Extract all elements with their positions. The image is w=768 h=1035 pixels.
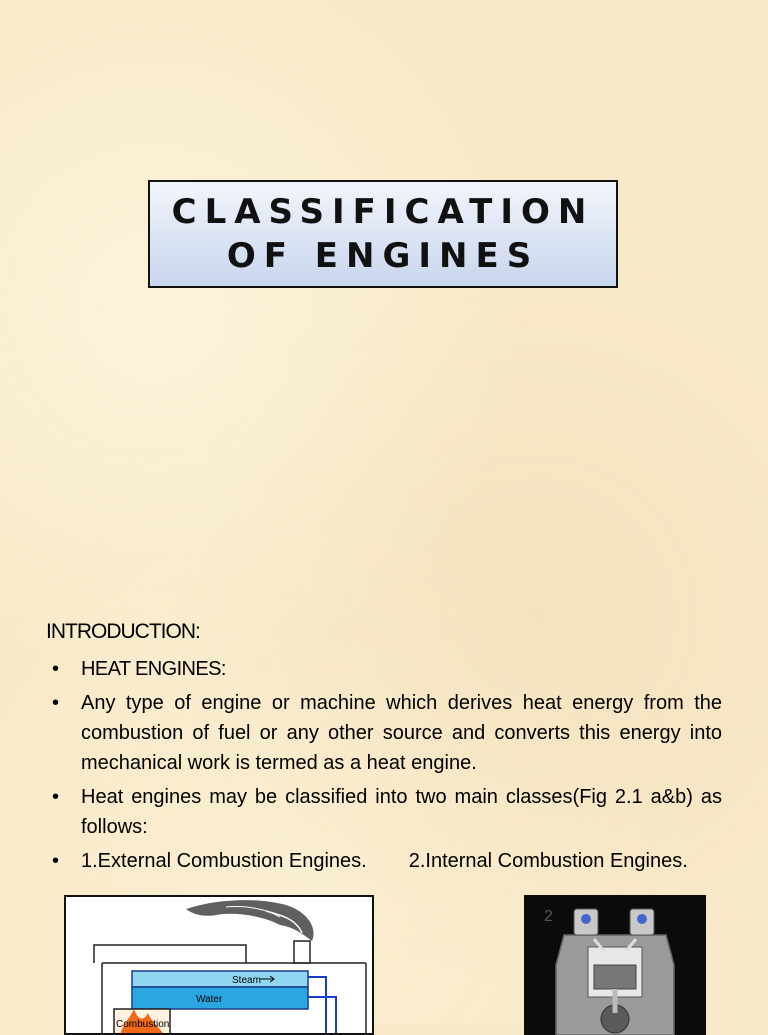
list-item — [52, 654, 722, 684]
list-item — [52, 688, 722, 778]
bullet-dot: • — [52, 658, 60, 680]
title-line-2: OF ENGINES — [226, 236, 540, 276]
title-line-1: CLASSIFICATION — [171, 192, 595, 232]
piston — [594, 965, 636, 989]
boiler-diagram — [66, 897, 372, 1033]
intro-heading: INTRODUCTION: — [46, 620, 200, 643]
figure-number-label: 2 — [544, 908, 553, 925]
chimney — [294, 941, 310, 963]
steam-drum — [132, 971, 308, 987]
combustion-label: Combustion — [116, 1019, 170, 1030]
internal-combustion-figure — [524, 895, 706, 1035]
cam-left-icon — [581, 914, 591, 924]
classes-text: Heat engines may be classified into two main classes(Fig 2.1 a&b) as follows: — [81, 786, 722, 838]
furnace-top — [94, 945, 246, 963]
list-item — [52, 846, 722, 876]
class-external: 1.External Combustion Engines. — [81, 850, 367, 872]
bullet-dot: • — [52, 786, 60, 808]
bullet-dot: • — [52, 692, 60, 714]
engine-diagram — [524, 895, 706, 1035]
bullet-dot: • — [52, 850, 60, 872]
cam-right-icon — [637, 914, 647, 924]
pipes — [308, 977, 336, 1033]
external-combustion-figure — [64, 895, 374, 1035]
class-internal: 2.Internal Combustion Engines. — [408, 850, 688, 872]
heat-engines-heading: HEAT ENGINES: — [81, 658, 226, 680]
bullet-list — [52, 654, 722, 880]
classes-row — [81, 846, 722, 876]
steam-label: Steam — [232, 975, 261, 986]
definition-text: Any type of engine or machine which derives heat energy from the combustion of fuel or any other source and converts this energy into mechanical work is termed as a heat engine. — [81, 692, 722, 774]
water-label: Water — [196, 994, 223, 1005]
smoke-icon — [186, 900, 314, 941]
list-item — [52, 782, 722, 842]
title-box — [148, 180, 618, 288]
